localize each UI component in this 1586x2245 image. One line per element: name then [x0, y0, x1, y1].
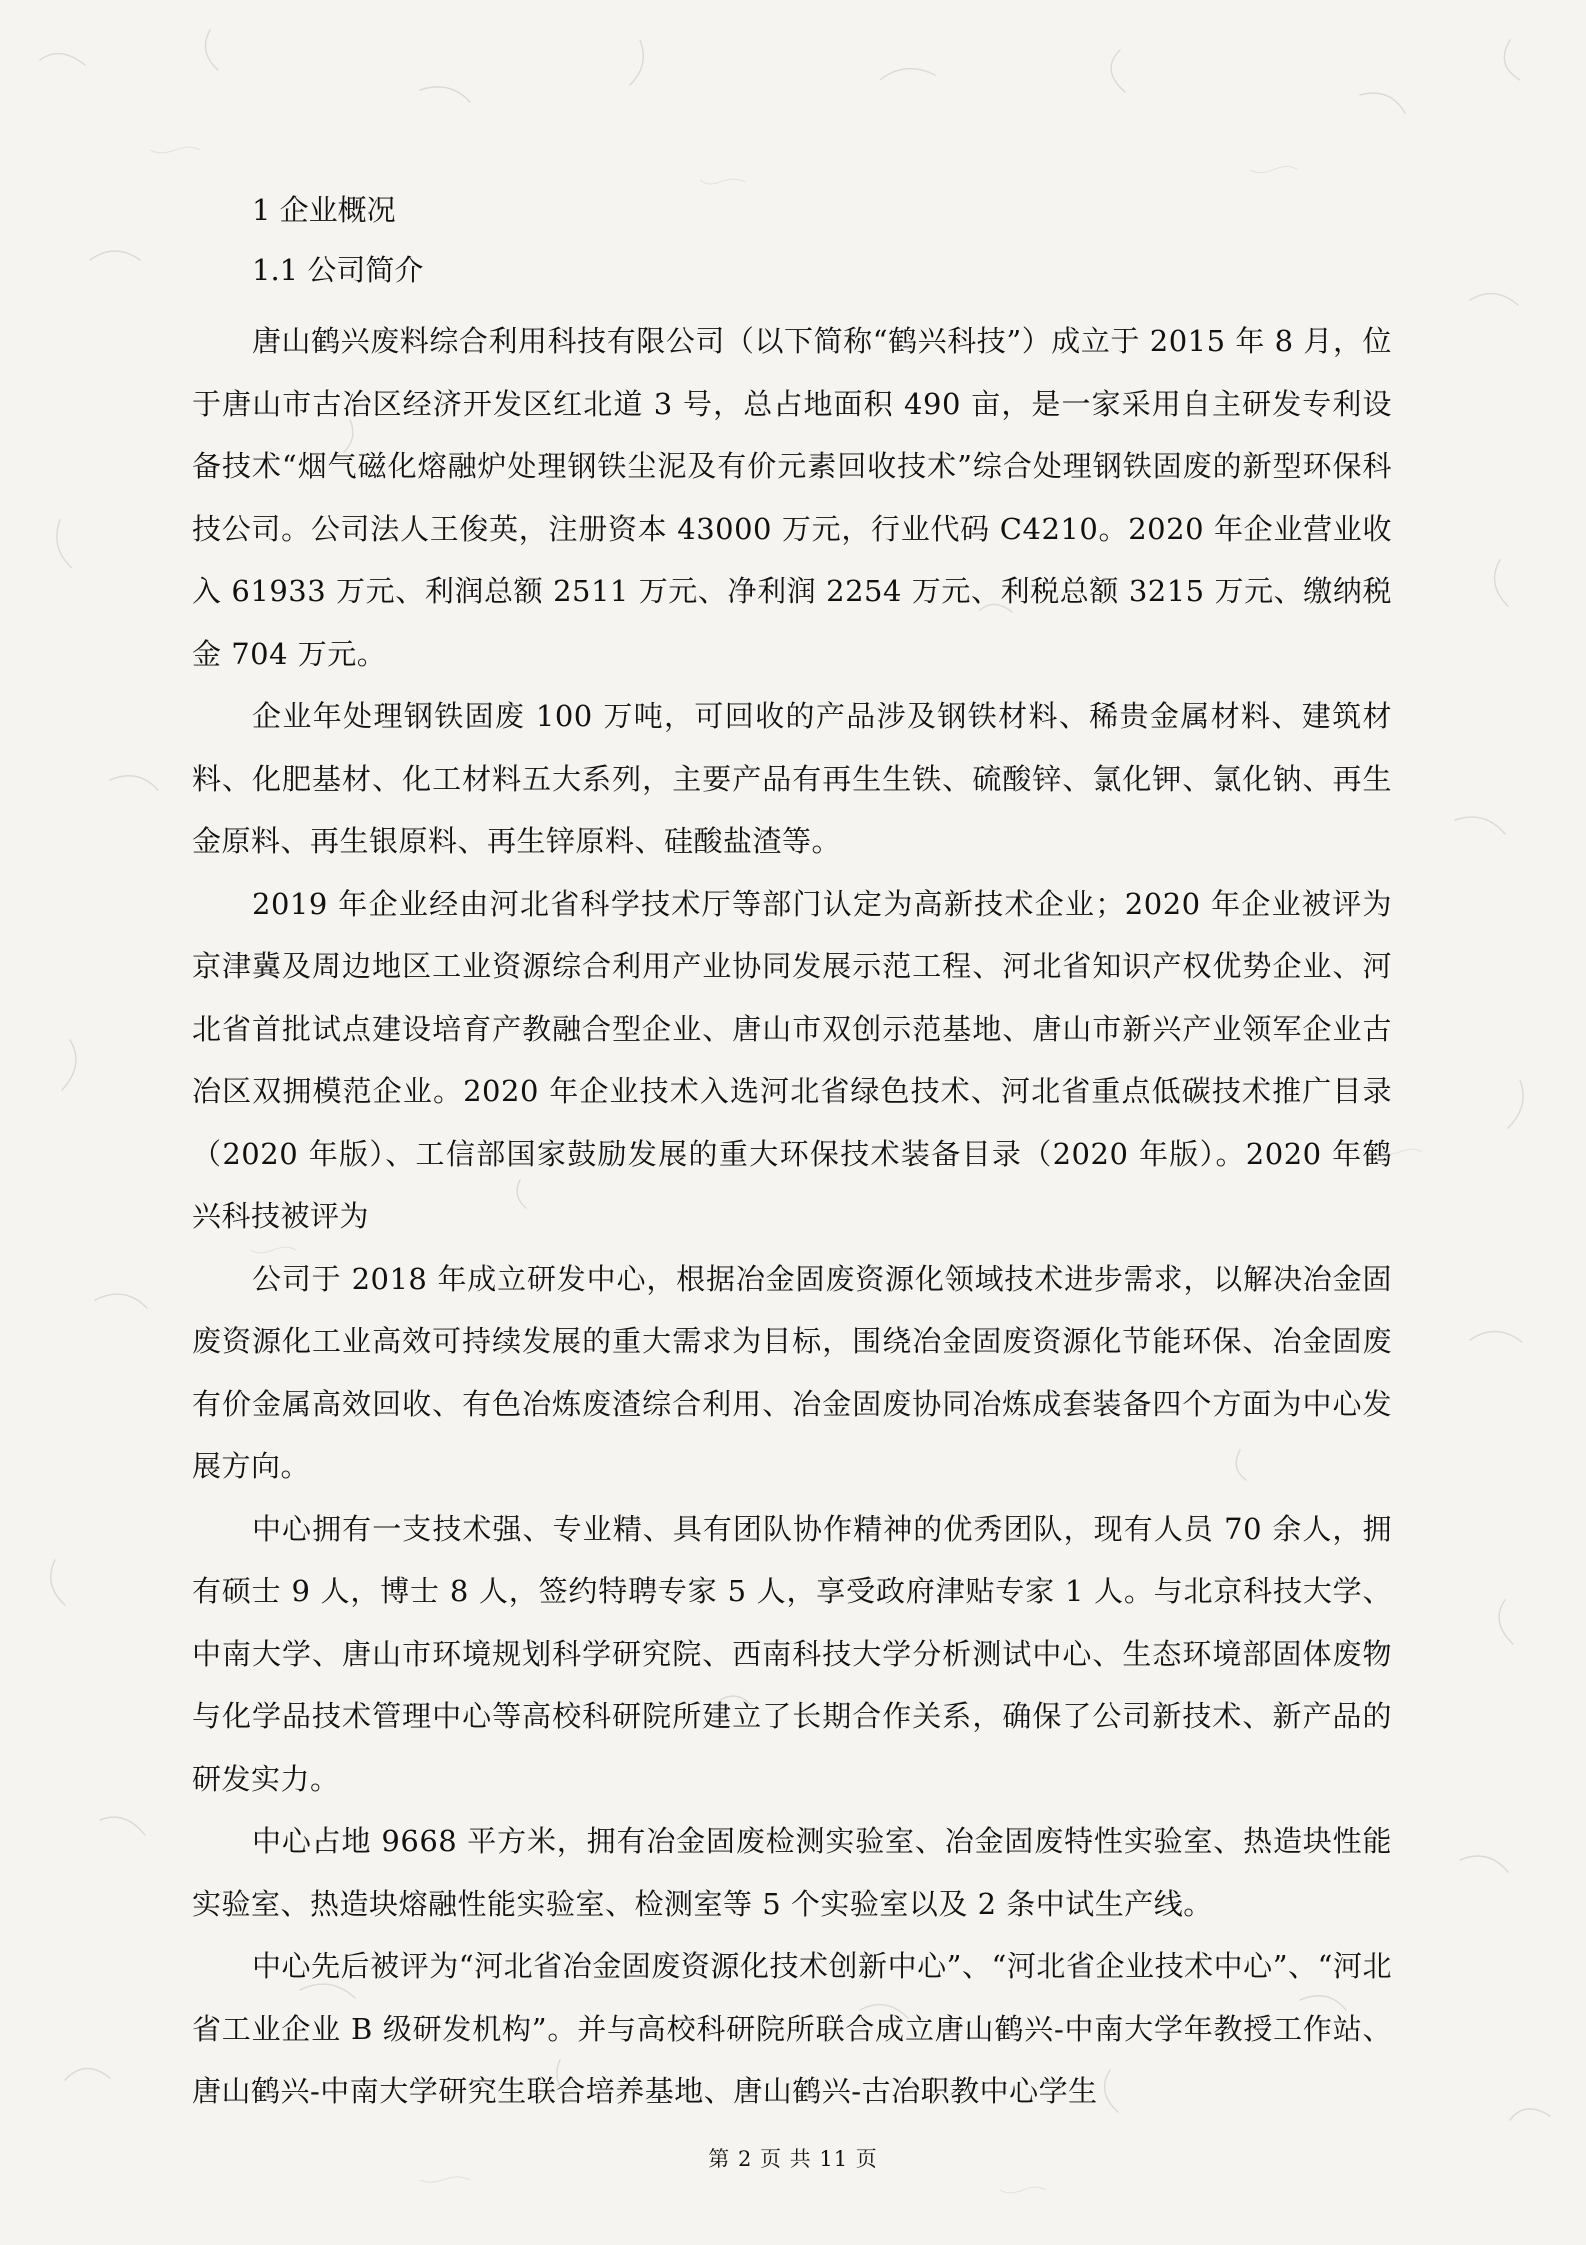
page-number-footer: 第 2 页 共 11 页 — [708, 2147, 878, 2171]
subsection-heading: 1.1 公司简介 — [252, 253, 424, 287]
paragraph-rd-center: 公司于 2018 年成立研发中心，根据冶金固废资源化领域技术进步需求，以解决冶金固废资源化工业高效可持续发展的重大需求为目标，围绕冶金固废资源化节能环保、冶金固废有价金属高效回收、有色冶炼废渣综合利用、冶金固废协同冶炼成套装备四个方面为中心发展方向。 — [192, 1261, 1392, 1483]
section-heading: 1 企业概况 — [252, 193, 396, 227]
paragraph-company-overview: 唐山鹤兴废料综合利用科技有限公司（以下简称“鹤兴科技”）成立于 2015 年 8 月，位于唐山市古冶区经济开发区红北道 3 号，总占地面积 490 亩，是一家采用自主研发专利设备技术“烟气磁化熔融炉处理钢铁尘泥及有价元素回收技术”综合处理钢铁固废的新型环保科技公司。公司法人王俊英，注册资本 43000 万元，行业代码 C4210。2020 年企业营业收入 61933 万元、利润总额 2511 万元、净利润 2254 万元、利税总额 3215 万元、缴纳税金 704 万元。 — [192, 324, 1392, 671]
paragraph-facilities: 中心占地 9668 平方米，拥有冶金固废检测实验室、冶金固废特性实验室、热造块性能实验室、热造块熔融性能实验室、检测室等 5 个实验室以及 2 条中试生产线。 — [192, 1824, 1392, 1921]
paragraph-center-honors: 中心先后被评为“河北省冶金固废资源化技术创新中心”、“河北省企业技术中心”、“河北省工业企业 B 级研发机构”。并与高校科研院所联合成立唐山鹤兴-中南大学年教授工作站、唐山鹤兴-中南大学研究生联合培养基地、唐山鹤兴-古冶职教中心学生 — [192, 1949, 1392, 2108]
document-body — [192, 188, 1392, 2123]
paragraph-team: 中心拥有一支技术强、专业精、具有团队协作精神的优秀团队，现有人员 70 余人，拥有硕士 9 人，博士 8 人，签约特聘专家 5 人，享受政府津贴专家 1 人。与北京科技大学、中南大学、唐山市环境规划科学研究院、西南科技大学分析测试中心、生态环境部固体废物与化学品技术管理中心等高校科研院所建立了长期合作关系，确保了公司新技术、新产品的研发实力。 — [192, 1511, 1392, 1796]
paragraph-products: 企业年处理钢铁固废 100 万吨，可回收的产品涉及钢铁材料、稀贵金属材料、建筑材料、化肥基材、化工材料五大系列，主要产品有再生生铁、硫酸锌、氯化钾、氯化钠、再生金原料、再生银原料、再生锌原料、硅酸盐渣等。 — [192, 699, 1392, 858]
paragraph-honors: 2019 年企业经由河北省科学技术厅等部门认定为高新技术企业；2020 年企业被评为京津冀及周边地区工业资源综合利用产业协同发展示范工程、河北省知识产权优势企业、河北省首批试点建设培育产教融合型企业、唐山市双创示范基地、唐山市新兴产业领军企业古冶区双拥模范企业。2020 年企业技术入选河北省绿色技术、河北省重点低碳技术推广目录（2020 年版）、工信部国家鼓励发展的重大环保技术装备目录（2020 年版）。2020 年鹤兴科技被评为 — [192, 886, 1392, 1233]
